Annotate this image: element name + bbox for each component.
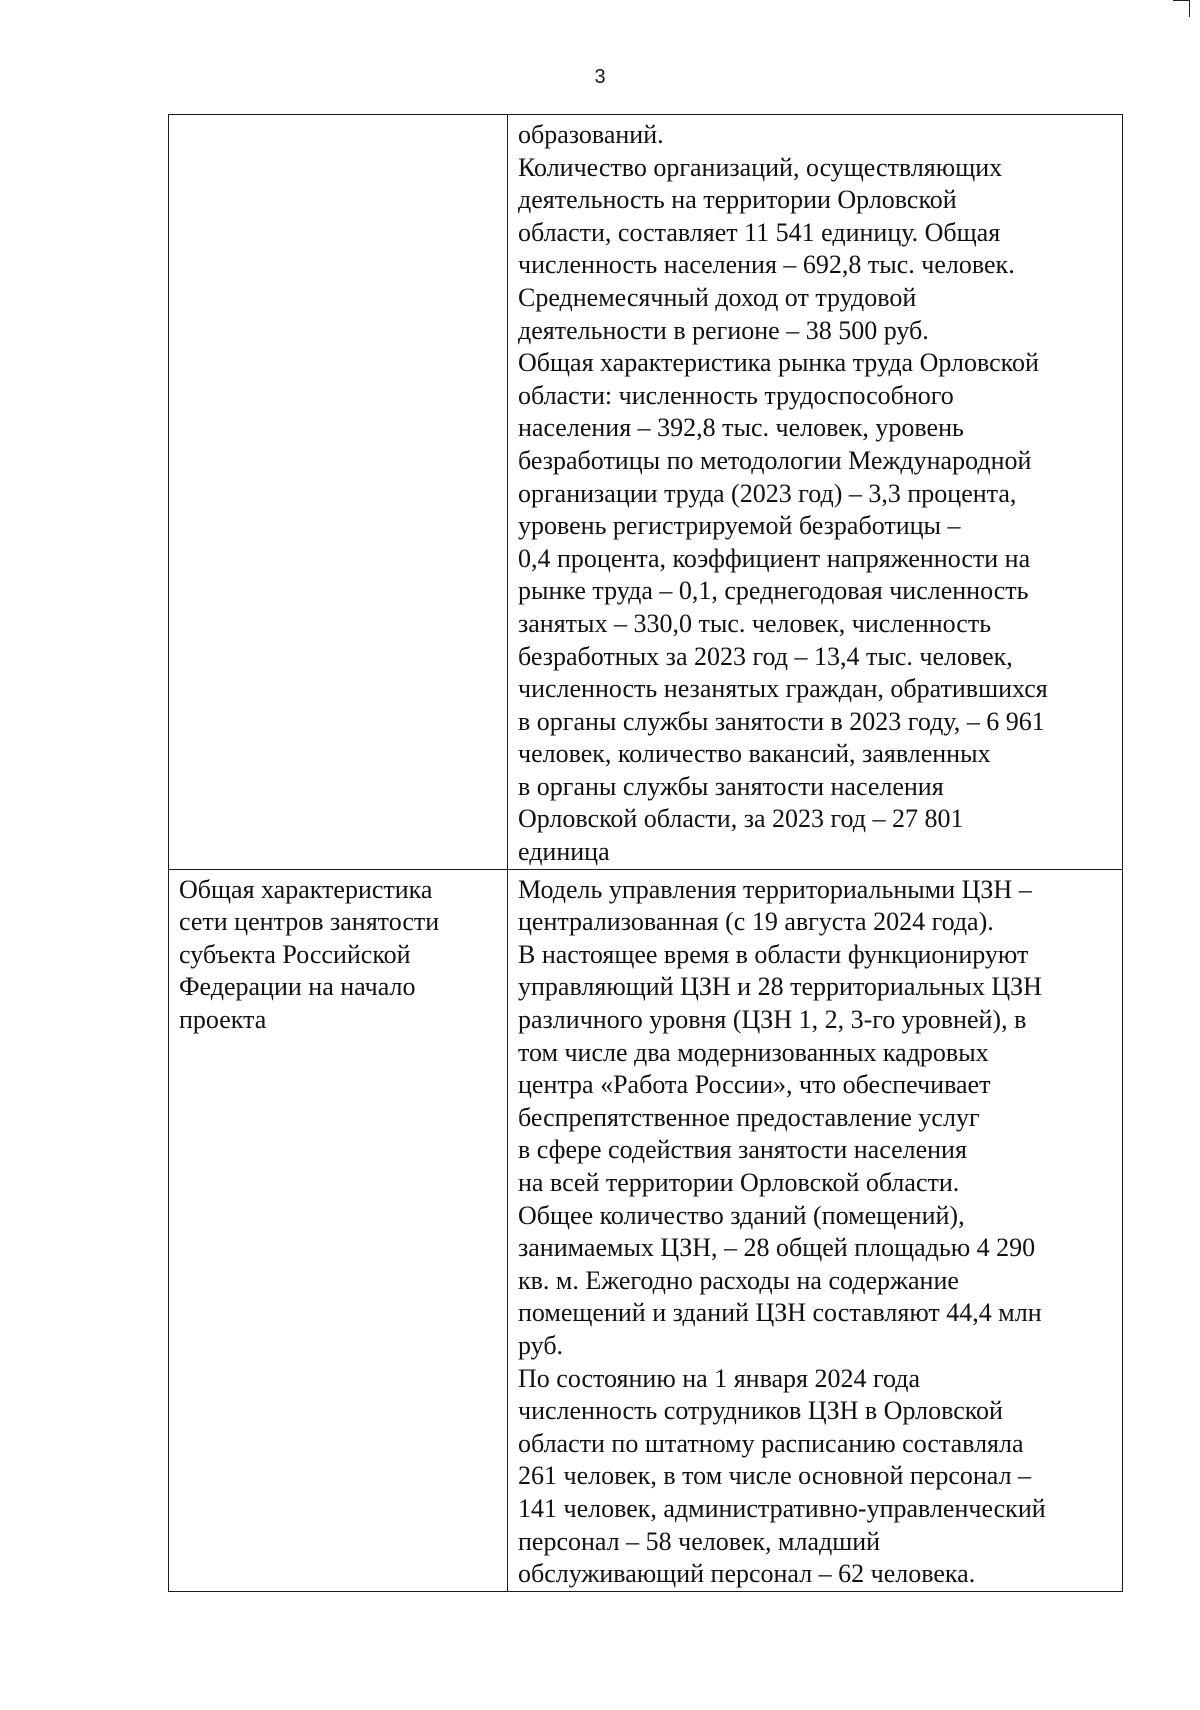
text-line: численность сотрудников ЦЗН в Орловской — [518, 1396, 1003, 1426]
text-line: организации труда (2023 год) – 3,3 процента, — [518, 478, 1017, 508]
text-line: Общая характеристика рынка труда Орловской — [518, 348, 1039, 378]
text-line: области по штатному расписанию составляла — [518, 1428, 1024, 1458]
text-line: области, составляет 11 541 единицу. Общая — [518, 217, 1001, 247]
page-corner-mark — [1173, 0, 1190, 17]
text-line: персонал – 58 человек, младший — [518, 1526, 881, 1556]
text-line: безработицы по методологии Международной — [518, 445, 1032, 475]
text-line: беспрепятственное предоставление услуг — [518, 1102, 980, 1132]
text-line: Федерации на начало — [179, 972, 416, 1002]
text-line: обслуживающий персонал – 62 человека. — [518, 1559, 976, 1589]
text-line: В настоящее время в области функционируют — [518, 939, 1029, 969]
row-label-cell — [169, 869, 508, 1591]
text-line: Модель управления территориальными ЦЗН – — [518, 874, 1032, 904]
text-line: 141 человек, административно-управленческий — [518, 1493, 1046, 1523]
text-line: Среднемесячный доход от трудовой — [518, 282, 917, 312]
text-line: в органы службы занятости в 2023 году, – 6 961 — [518, 706, 1045, 736]
text-line: кв. м. Ежегодно расходы на содержание — [518, 1265, 959, 1295]
text-line: численность незанятых граждан, обратившихся — [518, 674, 1048, 704]
text-line: занятых – 330,0 тыс. человек, численность — [518, 608, 992, 638]
text-line: 261 человек, в том числе основной персонал – — [518, 1461, 1032, 1491]
text-line: безработных за 2023 год – 13,4 тыс. человек, — [518, 641, 1013, 671]
text-line: образований. — [518, 120, 664, 149]
text-line: на всей территории Орловской области. — [518, 1168, 960, 1197]
text-line: уровень регистрируемой безработицы – — [518, 511, 961, 541]
text-line: в сфере содействия занятости населения — [518, 1135, 967, 1165]
text-line: Общая характеристика — [179, 874, 433, 904]
text-line: человек, количество вакансий, заявленных — [518, 739, 991, 769]
table-row-employment-centers — [169, 869, 1123, 1591]
text-line: 0,4 процента, коэффициент напряженности на — [518, 543, 1031, 573]
text-line: деятельность на территории Орловской — [518, 185, 957, 215]
text-line: занимаемых ЦЗН, – 28 общей площадью 4 290 — [518, 1233, 1036, 1263]
text-line: численность населения – 692,8 тыс. человек. — [518, 250, 1015, 280]
text-line: в органы службы занятости населения — [518, 771, 944, 801]
characteristics-table — [168, 114, 1123, 1592]
row-content-cell — [508, 869, 1123, 1591]
text-line: субъекта Российской — [179, 939, 411, 969]
text-line: проекта — [179, 1005, 267, 1035]
text-line: том числе два модернизованных кадровых — [518, 1037, 989, 1067]
text-line: деятельности в регионе – 38 500 руб. — [518, 315, 929, 345]
text-line: центра «Работа России», что обеспечивает — [518, 1070, 991, 1100]
text-line: сети центров занятости — [179, 907, 440, 937]
row-label-cell — [169, 115, 508, 870]
text-line: различного уровня (ЦЗН 1, 2, 3-го уровней), в — [518, 1005, 1027, 1035]
text-line: области: численность трудоспособного — [518, 380, 954, 410]
text-line: населения – 392,8 тыс. человек, уровень — [518, 413, 964, 443]
text-line: управляющий ЦЗН и 28 территориальных ЦЗН — [518, 972, 1042, 1002]
text-line: руб. — [518, 1330, 564, 1360]
text-line: Количество организаций, осуществляющих — [518, 152, 1003, 182]
page-number: 3 — [594, 66, 606, 88]
text-line: централизованная (с 19 августа 2024 года). — [518, 907, 994, 937]
text-line: единица — [518, 837, 610, 867]
row-content-cell — [508, 115, 1123, 870]
text-line: Орловской области, за 2023 год – 27 801 — [518, 804, 964, 834]
table-row-labor-market — [169, 115, 1123, 870]
text-line: По состоянию на 1 января 2024 года — [518, 1363, 921, 1393]
text-line: помещений и зданий ЦЗН составляют 44,4 млн — [518, 1298, 1042, 1328]
text-line: Общее количество зданий (помещений), — [518, 1200, 965, 1230]
text-line: рынке труда – 0,1, среднегодовая численность — [518, 576, 1029, 606]
